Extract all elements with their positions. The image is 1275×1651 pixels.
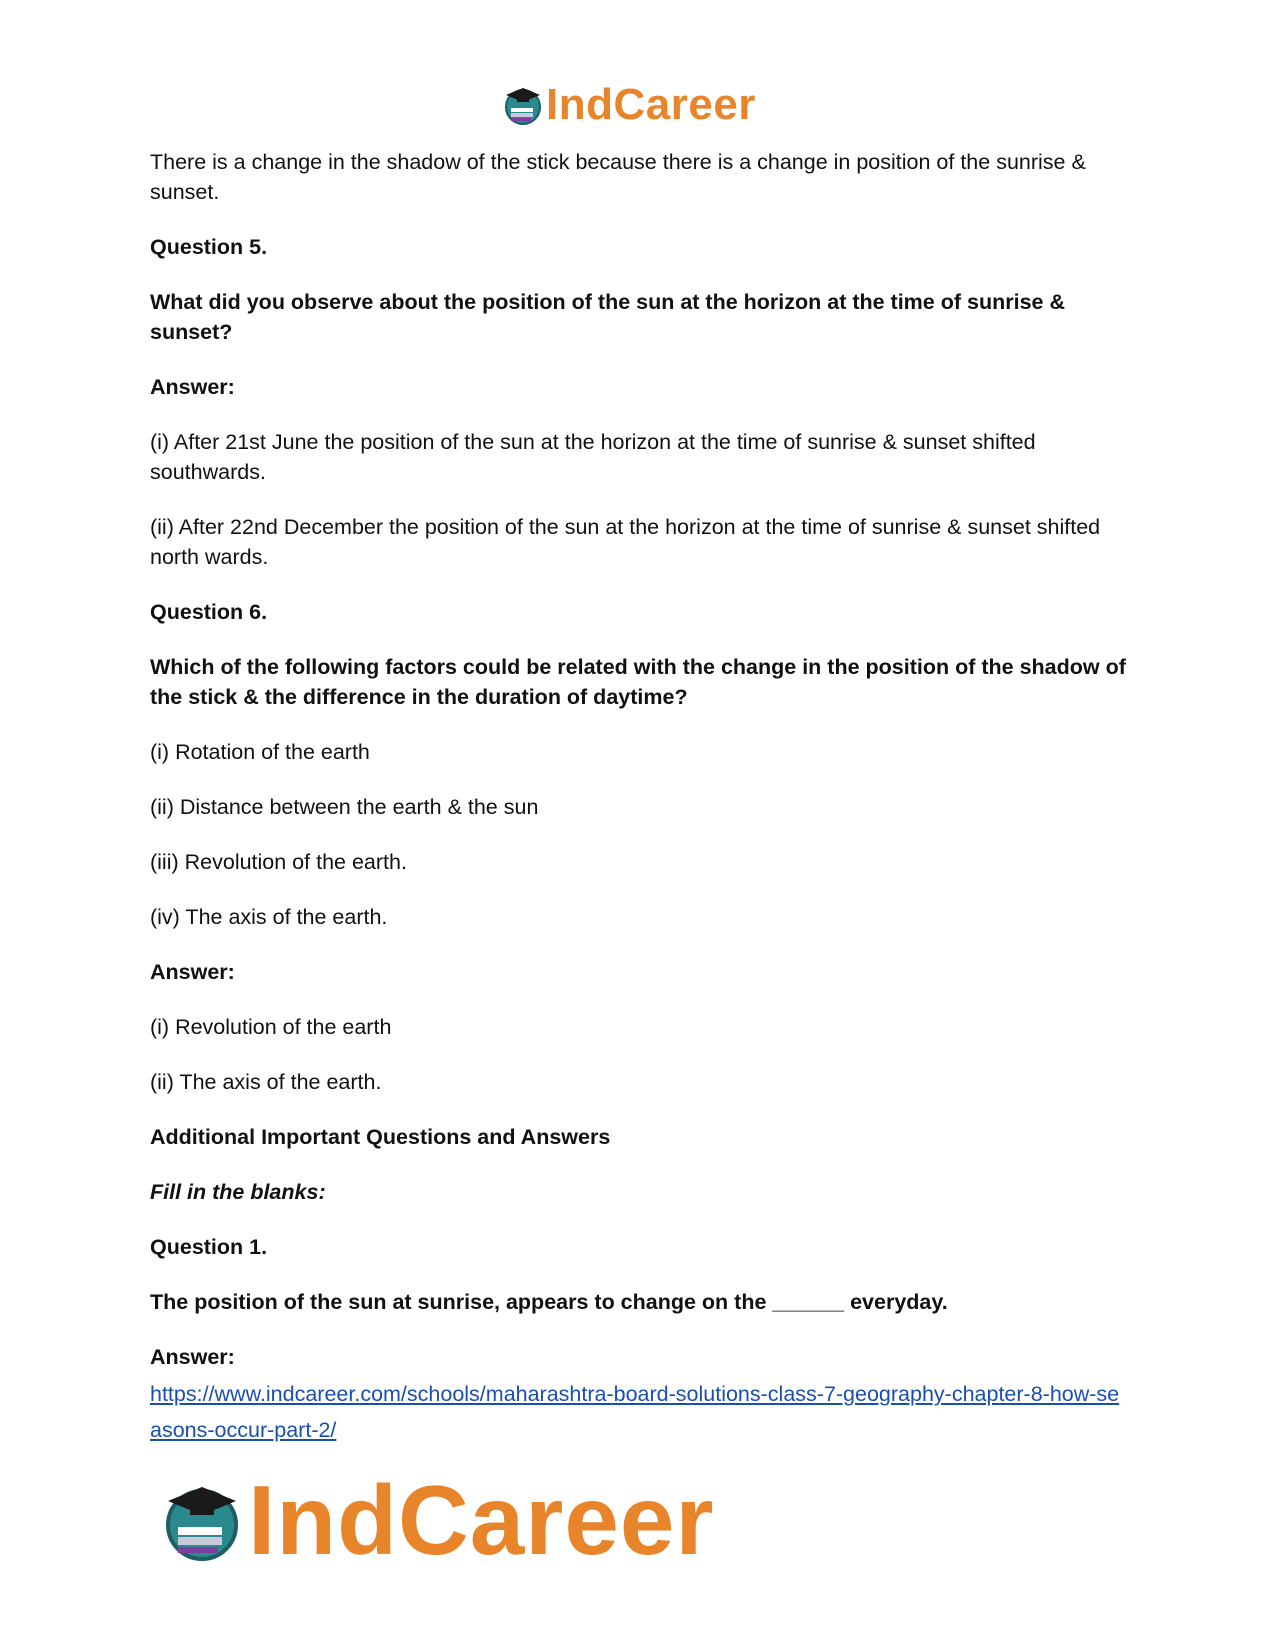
paragraph: There is a change in the shadow of the stick because there is a change in position of the sunrise & sunset. — [150, 150, 1086, 204]
answer-label: Answer: — [150, 1345, 235, 1369]
answer-item: (ii) The axis of the earth. — [150, 1070, 382, 1094]
question-text: The position of the sun at sunrise, appears to change on the ______ everyday. — [150, 1290, 948, 1314]
option-item: (i) Rotation of the earth — [150, 740, 370, 764]
question-label: Question 1. — [150, 1235, 268, 1259]
question-text: What did you observe about the position of the sun at the horizon at the time of sunrise & sunset? — [150, 290, 1065, 344]
answer-item: (i) After 21st June the position of the sun at the horizon at the time of sunrise & sunset shifted southwards. — [150, 430, 1036, 484]
logo-text: IndCareer — [248, 1465, 715, 1575]
option-item: (iii) Revolution of the earth. — [150, 850, 407, 874]
question-label: Question 5. — [150, 235, 268, 259]
answer-item: (ii) After 22nd December the position of the sun at the horizon at the time of sunrise & sunset shifted north wards. — [150, 515, 1101, 569]
answer-item: (i) Revolution of the earth — [150, 1015, 392, 1039]
section-heading: Additional Important Questions and Answers — [150, 1125, 611, 1149]
footer-logo — [160, 1464, 715, 1577]
graduation-cap-globe-icon — [160, 1479, 244, 1563]
header-logo — [502, 80, 756, 130]
question-text: Which of the following factors could be related with the change in the position of the shadow of the stick & the difference in the duration of daytime? — [150, 655, 1126, 709]
option-item: (ii) Distance between the earth & the sun — [150, 795, 539, 819]
document-body — [150, 147, 1135, 1448]
answer-label: Answer: — [150, 375, 235, 399]
subsection-heading: Fill in the blanks: — [150, 1180, 326, 1204]
question-label: Question 6. — [150, 600, 268, 624]
answer-label: Answer: — [150, 960, 235, 984]
source-link[interactable]: https://www.indcareer.com/schools/maharashtra-board-solutions-class-7-geography-chapter-8-how-seasons-occur-part-2/ — [150, 1382, 1120, 1442]
option-item: (iv) The axis of the earth. — [150, 905, 388, 929]
graduation-cap-globe-icon — [502, 84, 544, 126]
logo-text: IndCareer — [546, 80, 756, 129]
